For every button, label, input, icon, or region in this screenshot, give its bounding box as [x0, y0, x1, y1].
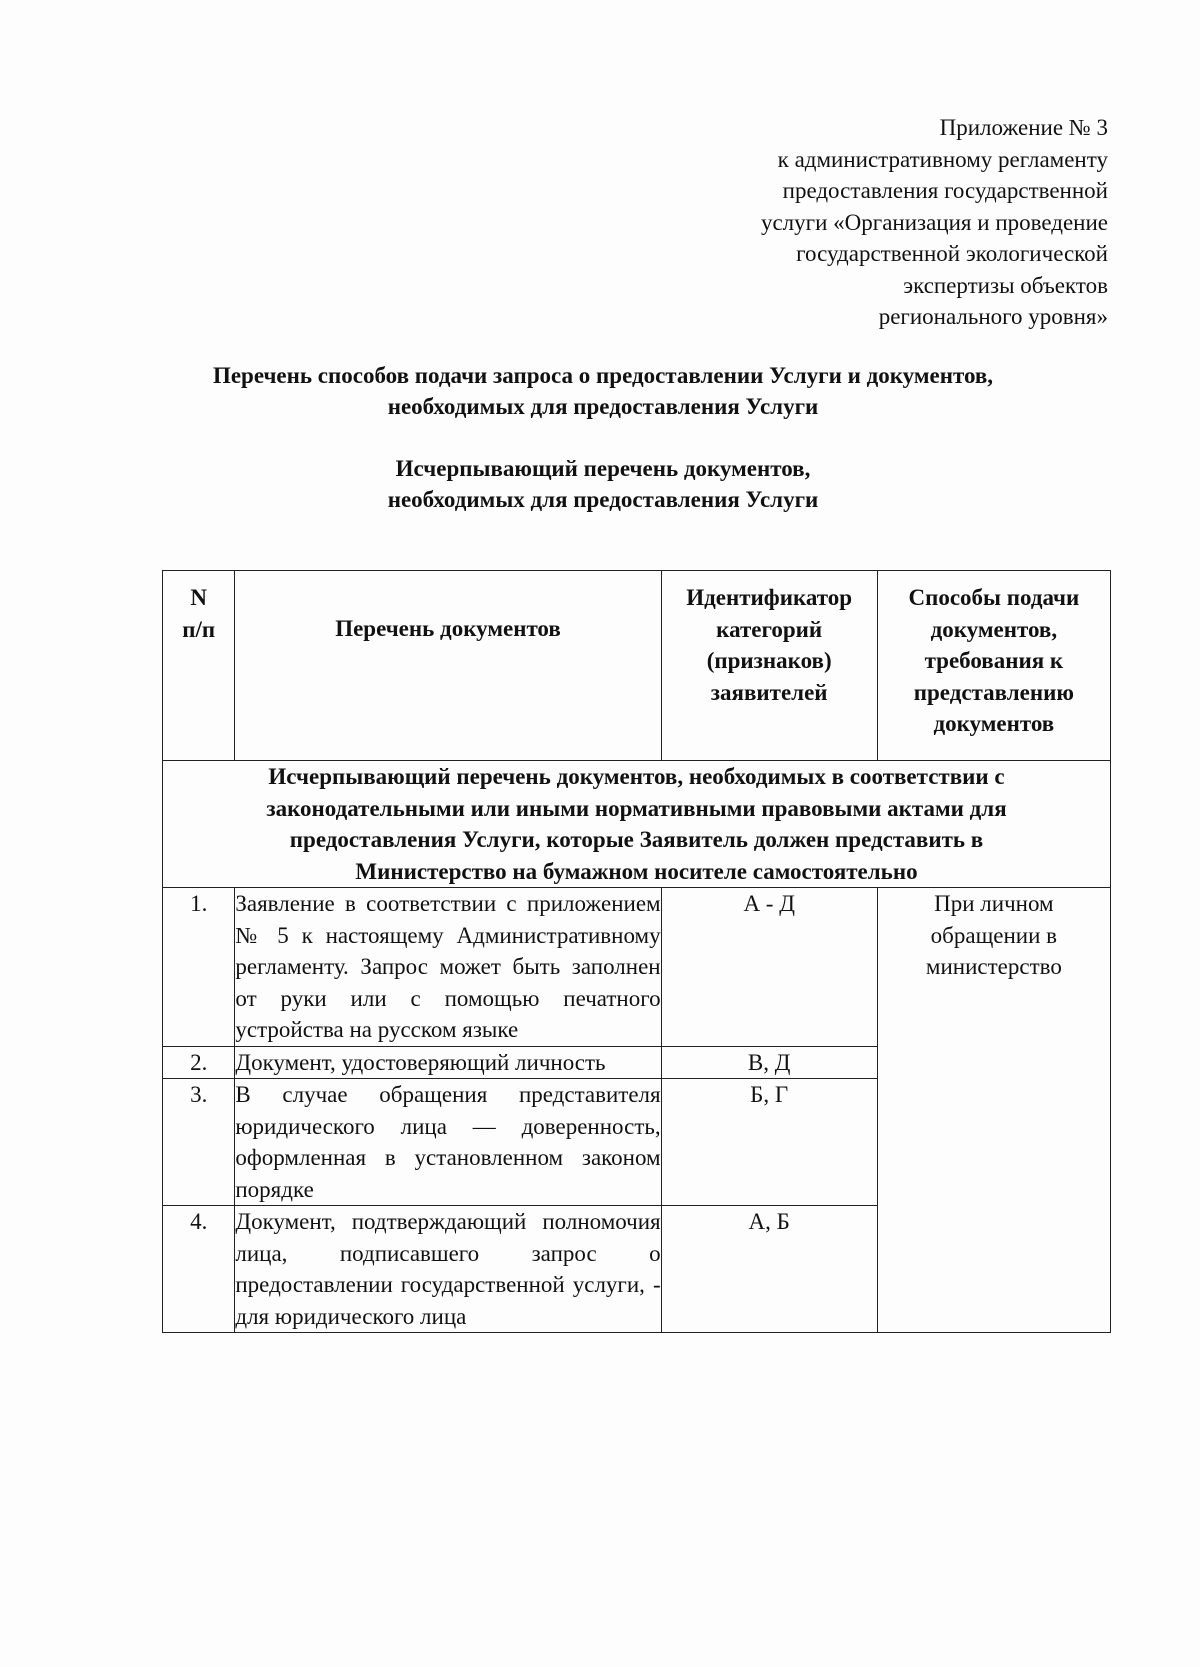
table-header-row [163, 571, 1111, 761]
row-document: Документ, удостоверяющий личность [235, 1046, 661, 1079]
row-category: В, Д [661, 1046, 877, 1079]
section-row [163, 761, 1111, 888]
row-document: Документ, подтверждающий полномочия лица, подписавшего запрос о предоставлении государственной услуги, - для юридического лица [235, 1206, 661, 1333]
row-category: А - Д [661, 888, 877, 1047]
header-category: Идентификатор категорий (признаков) заявителей [661, 571, 877, 761]
table-row [163, 888, 1111, 1047]
main-title-line: необходимых для предоставления Услуги [387, 394, 819, 419]
row-number: 3. [163, 1079, 235, 1206]
appendix-line: услуги «Организация и проведение [760, 209, 1108, 235]
appendix-header [761, 112, 1108, 333]
row-number: 1. [163, 888, 235, 1047]
main-title [26, 360, 1180, 422]
row-number: 2. [163, 1046, 235, 1079]
header-method: Способы подачи документов, требования к представлению документов [877, 571, 1110, 761]
row-document: В случае обращения представителя юридического лица — доверенность, оформленная в установленном законом порядке [235, 1079, 661, 1206]
section-title: Исчерпывающий перечень документов, необходимых в соответствии с законодательными или иными нормативными правовыми актами для предоставления Услуги, которые Заявитель должен представить в Министерство на бумажном носителе самостоятельно [163, 761, 1111, 888]
appendix-line: Приложение № 3 [939, 115, 1108, 140]
main-title-line: Перечень способов подачи запроса о предоставлении Услуги и документов, [212, 363, 994, 388]
appendix-line: к административному регламенту [777, 146, 1108, 172]
appendix-line: экспертизы объектов [903, 272, 1108, 298]
sub-title [26, 453, 1180, 515]
sub-title-line: необходимых для предоставления Услуги [387, 487, 819, 512]
row-category: А, Б [661, 1206, 877, 1333]
submission-method: При личном обращении в министерство [877, 888, 1110, 1333]
row-number: 4. [163, 1206, 235, 1333]
appendix-line: регионального уровня» [878, 304, 1108, 329]
appendix-line: государственной экологической [796, 241, 1108, 266]
row-category: Б, Г [661, 1079, 877, 1206]
appendix-line: предоставления государственной [782, 178, 1108, 203]
row-document: Заявление в соответствии с приложением № 5 к настоящему Административному регламенту. Запрос может быть заполнен от руки или с помощью печатного устройства на русском языке [235, 888, 661, 1047]
sub-title-line: Исчерпывающий перечень документов, [395, 456, 811, 481]
header-documents: Перечень документов [235, 571, 661, 761]
header-num: N п/п [163, 571, 235, 761]
documents-table [162, 570, 1111, 1333]
